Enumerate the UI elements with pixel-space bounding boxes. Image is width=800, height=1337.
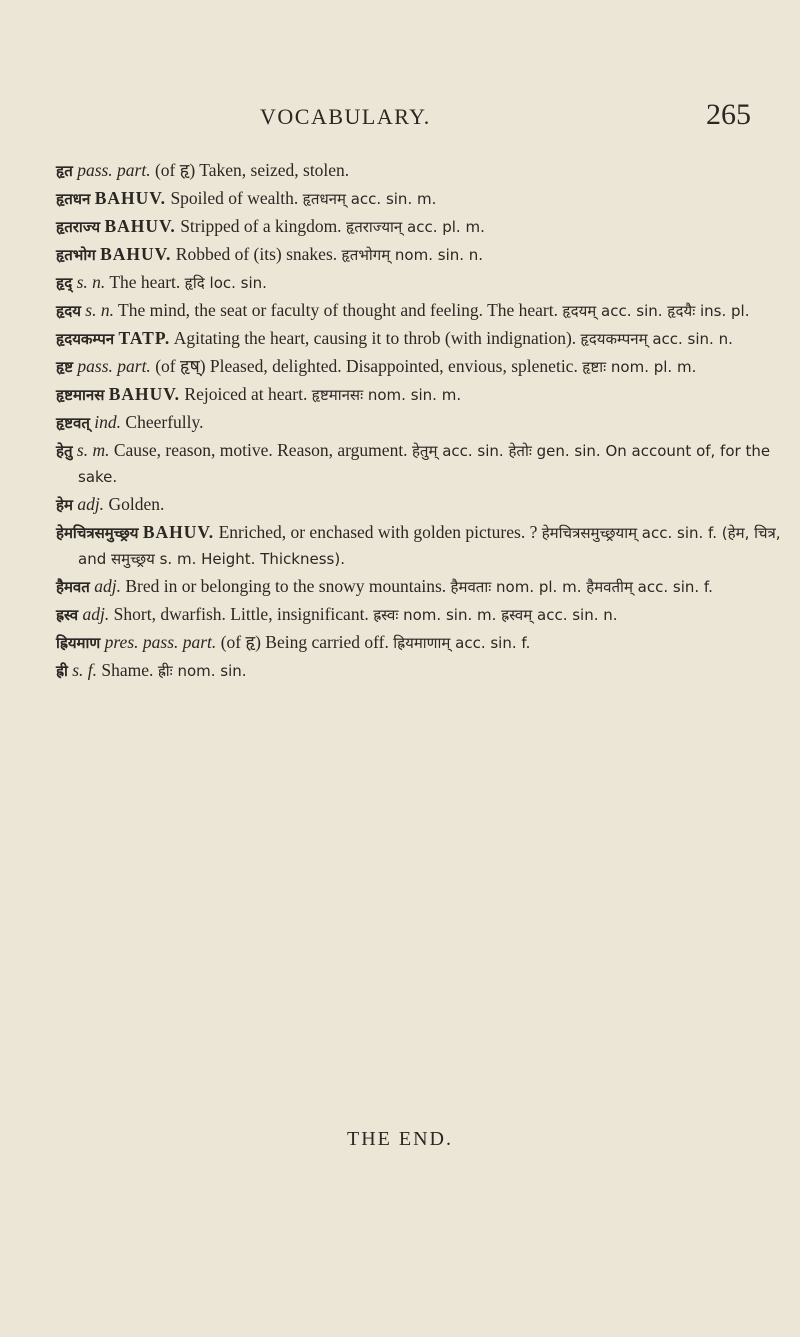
entry-definition: (of हृष्) Pleased, delighted. Disappointed, envious, splenetic. [155, 356, 578, 376]
vocabulary-entry [56, 354, 796, 380]
entry-headword: हेमचित्रसमुच्छ्रय [56, 524, 139, 542]
entry-forms: हृष्टाः nom. pl. m. [582, 358, 697, 376]
entry-source-label: BAHUV. [104, 216, 176, 236]
entry-headword: हृदय [56, 302, 81, 320]
entry-forms: हृतधनम् acc. sin. m. [302, 190, 437, 208]
vocabulary-entry [56, 410, 796, 436]
vocabulary-entry [56, 438, 796, 490]
entry-forms: ह्रस्वः nom. sin. m. ह्रस्वम् acc. sin. n. [373, 606, 618, 624]
vocabulary-entry [56, 520, 796, 572]
entry-headword: हृतधन [56, 190, 91, 208]
vocabulary-entries [56, 158, 796, 686]
entry-grammar: s. m. [76, 440, 110, 460]
entry-grammar: pass. part. [77, 356, 151, 376]
entry-headword: ह्रस्व [56, 606, 79, 624]
entry-forms: हेतुम् acc. sin. हेतोः gen. sin. On account of, for the sake. [78, 442, 771, 486]
entry-grammar: pres. pass. part. [104, 632, 217, 652]
entry-headword: हृतभोग [56, 246, 96, 264]
entry-forms: हृदि loc. sin. [184, 274, 267, 292]
entry-source-label: TATP. [118, 328, 171, 348]
entry-definition: Short, dwarfish. Little, insignificant. [113, 604, 369, 624]
entry-forms: ह्रीः nom. sin. [157, 662, 247, 680]
vocabulary-entry [56, 270, 796, 296]
entry-grammar: adj. [77, 494, 105, 514]
entry-forms: हृदयकम्पनम् acc. sin. n. [580, 330, 733, 348]
vocabulary-entry [56, 298, 796, 324]
entry-grammar: s. f. [72, 660, 98, 680]
entry-source-label: BAHUV. [94, 188, 167, 208]
entry-forms: हृदयम् acc. sin. हृदयैः ins. pl. [562, 302, 750, 320]
entry-headword: हृतराज्य [56, 218, 101, 236]
entry-headword: ह्रियमाण [56, 634, 101, 652]
page-header [0, 98, 800, 138]
vocabulary-entry [56, 214, 796, 240]
entry-grammar: adj. [82, 604, 110, 624]
entry-headword: हैमवत [56, 578, 90, 596]
entry-headword: ह्री [56, 662, 68, 680]
entry-grammar: ind. [94, 412, 122, 432]
entry-grammar: s. n. [85, 300, 114, 320]
entry-definition: Spoiled of wealth. [170, 188, 299, 208]
entry-definition: Agitating the heart, causing it to throb (with indignation). [173, 328, 577, 348]
running-head: VOCABULARY. [260, 104, 431, 129]
entry-headword: हृष्टवत् [56, 414, 90, 432]
vocabulary-entry [56, 658, 796, 684]
entry-definition: Robbed of (its) snakes. [175, 244, 338, 264]
entry-source-label: BAHUV. [108, 384, 181, 404]
entry-definition: (of हृ) Taken, seized, stolen. [154, 160, 350, 180]
entry-forms: ह्रियमाणाम् acc. sin. f. [393, 634, 531, 652]
entry-definition: (of हृ) Being carried off. [220, 632, 389, 652]
vocabulary-entry [56, 630, 796, 656]
entry-definition: Enriched, or enchased with golden pictures. ? [218, 522, 538, 542]
entry-headword: हृष्टमानस [56, 386, 105, 404]
entry-grammar: pass. part. [77, 160, 151, 180]
entry-forms: हृतराज्यान् acc. pl. m. [345, 218, 485, 236]
vocabulary-entry [56, 602, 796, 628]
entry-source-label: BAHUV. [142, 522, 215, 542]
entry-headword: हृद् [56, 274, 73, 292]
page-number: 265 [706, 98, 751, 131]
entry-forms: हृष्टमानसः nom. sin. m. [311, 386, 462, 404]
vocabulary-entry [56, 382, 796, 408]
entry-forms: हृतभोगम् nom. sin. n. [341, 246, 484, 264]
vocabulary-entry [56, 242, 796, 268]
entry-definition: Golden. [108, 494, 165, 514]
entry-forms: हैमवताः nom. pl. m. हैमवतीम् acc. sin. f. [450, 578, 713, 596]
vocabulary-entry [56, 326, 796, 352]
entry-grammar: adj. [94, 576, 121, 596]
end-text: THE END. [347, 1128, 453, 1150]
entry-grammar: s. n. [76, 272, 106, 292]
entry-definition: The heart. [109, 272, 181, 292]
entry-source-label: BAHUV. [100, 244, 172, 264]
entry-headword: हृत [56, 162, 73, 180]
entry-definition: Cause, reason, motive. Reason, argument. [113, 440, 408, 460]
vocabulary-entry [56, 574, 796, 600]
entry-headword: हृदयकम्पन [56, 330, 115, 348]
entry-definition: Shame. [101, 660, 154, 680]
entry-headword: हृष्ट [56, 358, 74, 376]
entry-definition: Bred in or belonging to the snowy mountains. [125, 576, 447, 596]
entry-forms: हेमचित्रसमुच्छ्रयाम् acc. sin. f. (हेम, चित्र, and समुच्छ्रय s. m. Height. Thickness). [78, 524, 781, 568]
entry-definition: Cheerfully. [125, 412, 204, 432]
entry-definition: The mind, the seat or faculty of thought and feeling. The heart. [118, 300, 558, 320]
vocabulary-entry [56, 158, 796, 184]
vocabulary-entry [56, 492, 796, 518]
entry-definition: Rejoiced at heart. [184, 384, 308, 404]
vocabulary-entry [56, 186, 796, 212]
entry-headword: हेम [56, 496, 73, 514]
entry-headword: हेतु [56, 442, 73, 460]
entry-definition: Stripped of a kingdom. [180, 216, 342, 236]
